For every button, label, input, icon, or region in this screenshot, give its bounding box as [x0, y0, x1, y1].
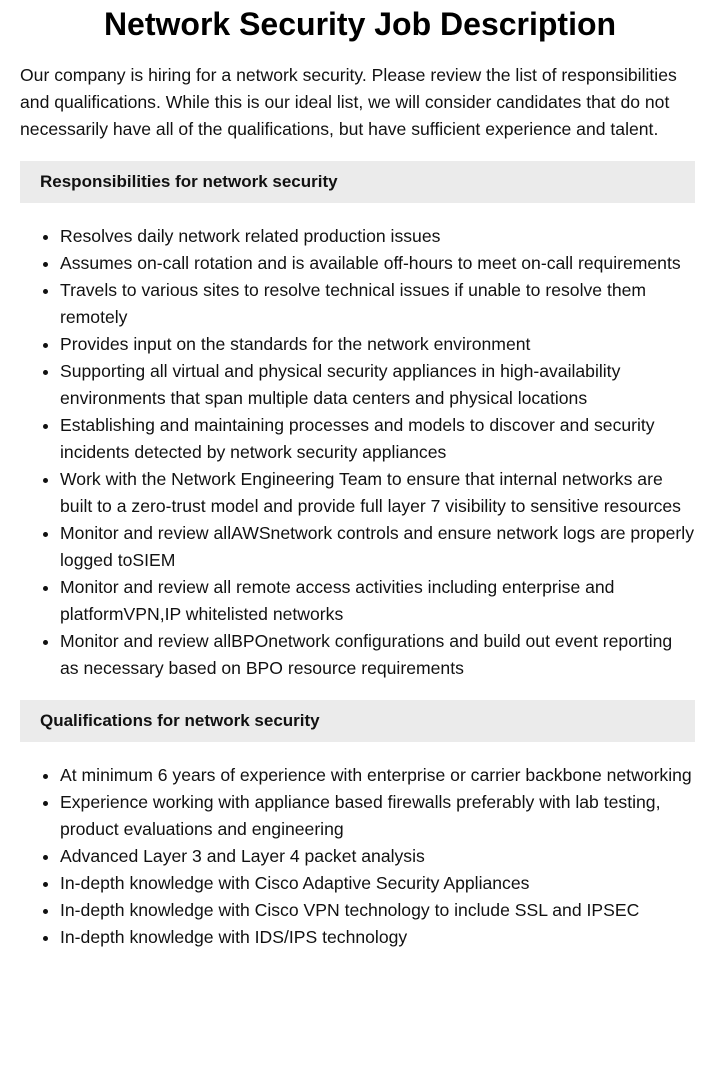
intro-paragraph: Our company is hiring for a network security. Please review the list of responsibilities and qualifications. While this is our ideal list, we will consider candidates that do not necessarily have all of the qualifications, but have sufficient experience and talent.: [20, 65, 677, 139]
list-item: • Monitor and review allAWSnetwork controls and ensure network logs are properly logged toSIEM: [60, 520, 695, 574]
list-item: • Travels to various sites to resolve technical issues if unable to resolve them remotely: [60, 277, 695, 331]
list-item: • Advanced Layer 3 and Layer 4 packet analysis: [60, 843, 695, 870]
list-item: • Resolves daily network related production issues: [60, 223, 695, 250]
qualifications-list: [20, 762, 695, 951]
qualifications-heading: Qualifications for network security: [20, 700, 695, 742]
responsibilities-list: [20, 223, 695, 682]
list-item: • Monitor and review allBPOnetwork configurations and build out event reporting as necessary based on BPO resource requirements: [60, 628, 695, 682]
list-item: • Experience working with appliance based firewalls preferably with lab testing, product evaluations and engineering: [60, 789, 695, 843]
page-title: Network Security Job Description: [103, 6, 617, 42]
list-item: • At minimum 6 years of experience with enterprise or carrier backbone networking: [60, 762, 695, 789]
list-item: • Monitor and review all remote access activities including enterprise and platformVPN,IP whitelisted networks: [60, 574, 695, 628]
list-item: • Establishing and maintaining processes and models to discover and security incidents detected by network security appliances: [60, 412, 695, 466]
list-item: • In-depth knowledge with IDS/IPS technology: [60, 924, 695, 951]
list-item: • In-depth knowledge with Cisco Adaptive Security Appliances: [60, 870, 695, 897]
list-item: • Provides input on the standards for the network environment: [60, 331, 695, 358]
responsibilities-heading: Responsibilities for network security: [20, 161, 695, 203]
list-item: • In-depth knowledge with Cisco VPN technology to include SSL and IPSEC: [60, 897, 695, 924]
list-item: • Work with the Network Engineering Team to ensure that internal networks are built to a zero-trust model and provide full layer 7 visibility to sensitive resources: [60, 466, 695, 520]
list-item: • Supporting all virtual and physical security appliances in high-availability environments that span multiple data centers and physical locations: [60, 358, 695, 412]
list-item: • Assumes on-call rotation and is available off-hours to meet on-call requirements: [60, 250, 695, 277]
